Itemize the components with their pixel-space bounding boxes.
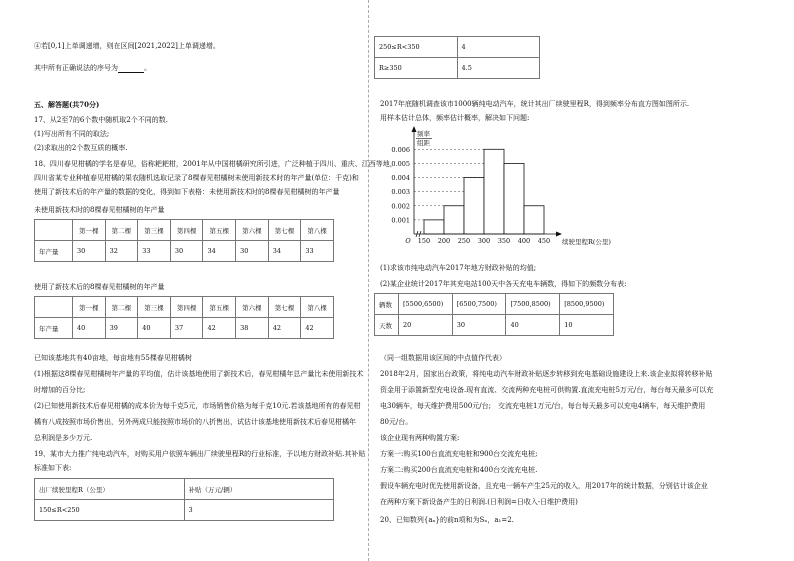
table-cell: 150≤R<250 [35,500,185,521]
x-axis-label: 续驶里程R(公里) [562,238,611,246]
plan-one: 方案一:购买100台直流充电桩和900台交流充电桩; [380,450,538,458]
table-cell: 第二棵 [105,220,138,241]
table-cell: 第八棵 [301,220,334,241]
table-cell: 天数 [375,315,399,336]
table-cell: 42 [268,318,301,339]
table-cell: 3 [184,500,334,521]
table-cell: 34 [203,241,236,262]
table-cell: 40 [72,318,105,339]
q19-line2: 标准如下表: [34,464,72,472]
q19-part2: (2)某企业统计2017年其充电站100天中各天充电车辆数，得如下的频数分布表: [380,280,627,288]
table-header-row [35,297,334,318]
q18-given: 已知该基地共有40亩地，每亩地有55棵春见柑橘树 [34,354,192,362]
q18-table2-caption: 使用了新技术后的8棵春见柑橘树的年产量 [34,283,165,291]
histogram-bar [484,149,504,234]
table-cell: 250≤R<350 [375,37,458,58]
x-tick-label: 300 [477,237,491,245]
q18-part1a: (1)根据这8棵春见柑橘树年产量的平均值，估计该基地使用了新技术后，春见柑橘年总产量比未使用新技术 [34,370,364,378]
x-tick-label: 200 [437,237,451,245]
charging-freq-table [374,293,614,336]
table-cell: 30 [452,315,506,336]
y-tick-label: 0.004 [391,174,410,183]
policy-line3: 电30辆车，每天维护费用500元/台; 交流充电桩1万元/台，每台每天最多可以充电4辆车，每天维护费用 [380,402,706,410]
x-axis-arrow [556,232,562,237]
q17-part2: (2)求取出的2个数互质的概率. [34,144,128,152]
table-cell: 40 [138,318,171,339]
histogram-bar [444,206,464,234]
table-cell: 39 [105,318,138,339]
assumption-line1: 假设车辆充电时优先使用新设备，且充电一辆车产生25元的收入，用2017年的统计数据，分别估计该企业 [380,482,708,490]
table-cell: R≥350 [375,58,458,79]
plan-two: 方案二:购买200台直流充电桩和400台交流充电桩. [380,466,538,474]
q20-stem: 20、已知数列{aₙ}的前n项和为Sₙ，a₁=2. [380,516,514,524]
table-cell: 第八棵 [301,297,334,318]
q19-subsidy-table-cont [374,36,540,79]
table-cell: [8500,9500) [560,294,614,315]
table-header-row [35,220,334,241]
table-cell: 第七棵 [268,297,301,318]
x-tick-label: 400 [517,237,531,245]
table-cell: 20 [399,315,453,336]
row-label: 年产量 [35,318,73,339]
table-row [35,318,334,339]
x-tick-label: 450 [537,237,551,245]
table-cell: 42 [301,318,334,339]
survey-line2: 用样本估计总体，频率估计概率，解决如下问题: [380,114,530,122]
section-title: 五、解答题(共70分) [34,100,100,109]
q18-part1b: 时增加的百分比; [34,386,86,394]
survey-line1: 2017年底随机调查该市1000辆纯电动汽车，统计其出厂续驶里程R，得到频率分布直方图如图所示. [380,100,690,108]
table-cell: 补贴（万元/辆） [184,479,334,500]
x-tick-label: 350 [497,237,511,245]
table-cell: 10 [560,315,614,336]
table-cell: [6500,7500) [452,294,506,315]
q19-part1: (1)求该市纯电动汽车2017年地方财政补贴的均值; [380,264,537,272]
x-tick-label: 150 [417,237,431,245]
table-row [35,500,334,521]
policy-line4: 80元/台。 [380,418,413,426]
q17-part1: (1)写出所有不同的取法; [34,130,110,138]
q18-line1: 18、四川春见柑橘的学名是春见，俗称耙耙柑，2001年从中国柑橘研究所引进，广泛种植于四川、重庆、江西等地， [34,160,397,168]
y-axis-arrow [412,126,417,132]
q16-statement-4: ④若[0,1]上单调递增，则在区间[2021,2022]上单调递增。 [34,42,220,50]
table-row [375,37,540,58]
q18-line3: 使用了新技术后的年产量的数据的变化，得到如下表格：未使用新技术时的8棵春见柑橘树的年产量 [34,188,340,196]
y-label-denominator: 组距 [417,139,430,147]
histogram-bar [424,220,444,234]
q19-line1: 19、某市大力推广纯电动汽车，对购买用户依照车辆出厂续驶里程R的行业标准，予以地方财政补贴.其补贴 [34,450,366,458]
q18-table1-caption: 未使用新技术时的8棵春见柑橘树的年产量 [34,206,165,214]
q18-part2c: 总利润是多少万元. [34,434,93,442]
histogram-bar [504,163,524,234]
table-cell: 4.5 [457,58,540,79]
table-row [375,58,540,79]
table-cell: [5500,6500) [399,294,453,315]
q16-answer-tail: 。 [144,64,151,72]
table-cell: 出厂续驶里程R（公里） [35,479,185,500]
table-cell: 第一棵 [72,220,105,241]
table-cell [35,297,73,318]
table-cell: 第六棵 [236,220,269,241]
table-cell: 第一棵 [72,297,105,318]
table-cell: 第二棵 [105,297,138,318]
table-cell: 第三棵 [138,297,171,318]
column-divider [368,0,369,561]
table-cell: [7500,8500) [506,294,560,315]
origin-label: O [405,237,411,245]
q16-answer-blank[interactable] [118,65,144,73]
table-row [375,294,614,315]
table-cell: 第三棵 [138,220,171,241]
q16-answer-line [34,64,151,73]
q18-part2b: 橘有八成按照市场价售出，另外两成只能按照市场价的八折售出，试估计该基地使用新技术后春见柑橘年 [34,418,356,426]
table-cell: 40 [506,315,560,336]
table-cell: 38 [236,318,269,339]
table-cell: 第五棵 [203,220,236,241]
table-cell: 34 [268,241,301,262]
table-cell: 第六棵 [236,297,269,318]
table-cell: 第七棵 [268,220,301,241]
table-cell: 第四棵 [170,220,203,241]
y-tick-label: 0.005 [391,159,410,168]
histogram-bar [464,178,484,234]
q17-stem: 17、从2至7的6个数中随机取2个不同的数. [34,116,168,124]
q18-line2: 四川省某专业种植春见柑橘的果农随机选取记录了8棵春见柑橘树未使用新技术时的年产量(单位：千克)和 [34,174,359,182]
q18-table-after [34,296,334,339]
table-cell: 第五棵 [203,297,236,318]
y-tick-label: 0.002 [391,202,410,211]
q18-table-before [34,219,334,262]
y-tick-label: 0.001 [391,216,410,225]
x-tick-label: 250 [457,237,471,245]
table-cell: 42 [203,318,236,339]
table-cell: 32 [105,241,138,262]
table-cell: 30 [72,241,105,262]
table-row [375,315,614,336]
table-cell: 4 [457,37,540,58]
q19-subsidy-table [34,478,334,521]
q16-answer-prompt: 其中所有正确说法的序号为 [34,64,118,72]
table-cell: 30 [170,241,203,262]
histogram-bar [524,206,544,234]
table-cell: 37 [170,318,203,339]
table-cell: 第四棵 [170,297,203,318]
y-label-numerator: 频率 [417,130,430,138]
table-cell: 30 [236,241,269,262]
table-cell: 33 [138,241,171,262]
assumption-line2: 在两种方案下新设备产生的日利润.(日利润=日收入-日维护费用) [380,498,578,506]
q18-part2a: (2)已知使用新技术后春见柑橘的成本价为每千克5元，市场销售价格为每千克10元.若该基地所有的春见柑 [34,402,361,410]
policy-line1: 2018年2月，国家出台政策，将纯电动汽车财政补贴逐步转移到充电基础设施建设上来.该企业拟将转移补贴 [380,370,713,378]
policy-line2: 资金用于添置新型充电设备.现有直流、交流两种充电桩可供购置.直流充电桩5万元/台，每台每天最多可以充 [380,386,714,394]
plan-intro: 该企业现有两种购置方案: [380,434,460,442]
midpoint-note: （同一组数据用该区间的中点值作代表） [380,354,506,362]
table-cell [35,220,73,241]
frequency-histogram [376,126,611,260]
table-cell: 辆数 [375,294,399,315]
y-tick-label: 0.003 [391,188,410,197]
row-label: 年产量 [35,241,73,262]
table-cell: 33 [301,241,334,262]
table-header-row [35,479,334,500]
y-tick-label: 0.006 [391,145,410,154]
table-row [35,241,334,262]
